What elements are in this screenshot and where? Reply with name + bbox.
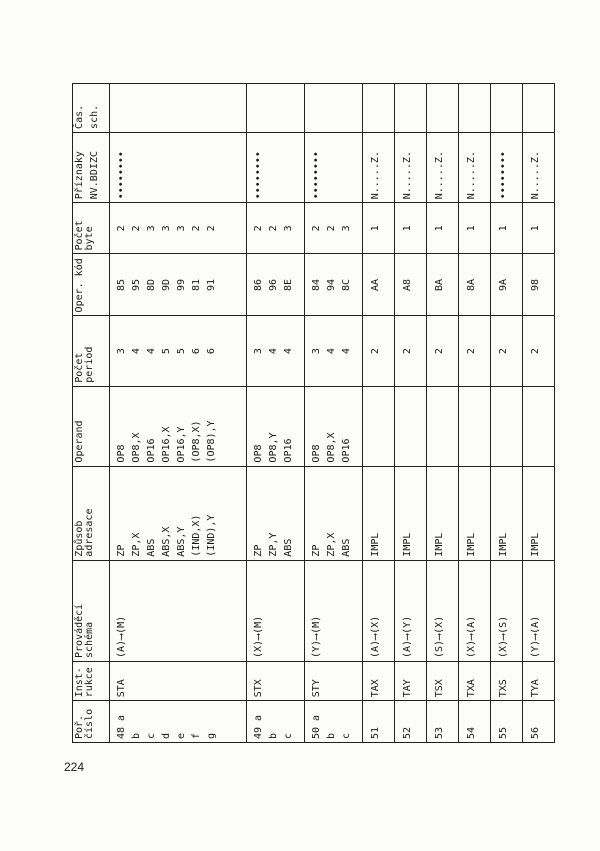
header-cas-sch — [73, 84, 110, 133]
cell-zpusob: IMPL — [523, 466, 555, 560]
cell-operand-value: OP16,X — [161, 426, 172, 463]
cell-instrukce: TXA — [459, 661, 491, 700]
cell-instrukce — [305, 661, 363, 700]
cell-pocet-period-value: 4 — [268, 348, 279, 355]
cell-oper-kod: BA — [427, 254, 459, 316]
cell-por-cislo — [305, 701, 363, 743]
cell-schema — [247, 560, 305, 661]
cell-operand — [247, 386, 305, 466]
header-oper-kod: Oper. kód — [73, 254, 110, 316]
cell-oper-kod-value: 8E — [283, 278, 294, 291]
cell-oper-kod: 9A — [491, 254, 523, 316]
cell-operand-value: OP16 — [146, 438, 157, 463]
cell-zpusob: IMPL — [491, 466, 523, 560]
cell-operand — [363, 386, 395, 466]
instruction-table — [72, 83, 555, 743]
cell-priznaky: N.....Z. — [459, 132, 491, 202]
cell-priznaky: N.....Z. — [427, 132, 459, 202]
cell-zpusob-value: ABS,Y — [176, 526, 187, 557]
table-row — [110, 84, 247, 743]
cell-pocet-period-value: 6 — [191, 348, 202, 355]
cell-pocet-period-value: 4 — [131, 348, 142, 355]
table-row — [363, 84, 395, 743]
cell-schema: (X)⟶(S) — [491, 560, 523, 661]
table-row — [395, 84, 427, 743]
cell-oper-kod-value: 84 — [311, 278, 322, 291]
cell-pocet-period — [110, 316, 247, 386]
cell-por-cislo — [110, 701, 247, 743]
cell-pocet-byte-value: 3 — [176, 225, 187, 232]
cell-operand — [110, 386, 247, 466]
header-instrukce: Inst- rukce — [73, 661, 110, 700]
cell-pocet-byte-value: 2 — [326, 225, 337, 232]
cell-operand-value: OP8 — [253, 444, 264, 463]
cell-pocet-byte: 1 — [395, 203, 427, 254]
row-letter: 48 a — [116, 714, 127, 739]
cell-oper-kod-value: 96 — [268, 278, 279, 291]
row-letter: 49 a — [253, 714, 264, 739]
cell-priznaky: N.....Z. — [363, 132, 395, 202]
cell-operand — [459, 386, 491, 466]
cell-instrukce — [110, 661, 247, 700]
rotated-table-wrapper — [72, 83, 541, 743]
cell-pocet-byte-value: 2 — [268, 225, 279, 232]
cell-por-cislo: 54 — [459, 701, 491, 743]
cell-pocet-byte-value: 2 — [116, 225, 127, 232]
cell-operand-value: (OP8,X) — [191, 420, 202, 463]
cell-cas-sch — [110, 84, 247, 133]
cell-operand — [395, 386, 427, 466]
cell-schema: (A)⟶(X) — [363, 560, 395, 661]
cell-schema: (Y)⟶(A) — [523, 560, 555, 661]
cell-pocet-byte-value: 3 — [341, 225, 352, 232]
cell-pocet-period: 2 — [459, 316, 491, 386]
instr-mnemonic: STX — [253, 679, 264, 698]
header-operand: Operand — [73, 386, 110, 466]
cell-instrukce: TXS — [491, 661, 523, 700]
cell-pocet-period — [305, 316, 363, 386]
cell-zpusob-value: ABS — [146, 538, 157, 557]
cell-zpusob-value: ZP — [253, 544, 264, 557]
table-row — [523, 84, 555, 743]
cell-oper-kod-value: 81 — [191, 278, 202, 291]
flags-text: •••••••• — [311, 151, 322, 200]
cell-oper-kod: 98 — [523, 254, 555, 316]
cell-instrukce: TYA — [523, 661, 555, 700]
cell-operand-value: (OP8),Y — [206, 420, 217, 463]
flags-text: •••••••• — [116, 151, 127, 200]
cell-cas-sch — [305, 84, 363, 133]
cell-pocet-byte-value: 2 — [191, 225, 202, 232]
cell-oper-kod-value: 99 — [176, 278, 187, 291]
cell-priznaky — [305, 132, 363, 202]
cell-operand-value: OP16 — [283, 438, 294, 463]
cell-zpusob: IMPL — [459, 466, 491, 560]
cell-zpusob-value: ZP,X — [326, 532, 337, 557]
instr-mnemonic: STA — [116, 679, 127, 698]
cell-operand-value: OP16 — [341, 438, 352, 463]
cell-schema — [110, 560, 247, 661]
cell-oper-kod-value: 95 — [131, 278, 142, 291]
cell-zpusob-value: ABS — [341, 538, 352, 557]
cell-operand-value: OP8 — [116, 444, 127, 463]
table-row — [427, 84, 459, 743]
cell-priznaky: N.....Z. — [395, 132, 427, 202]
cell-pocet-period: 2 — [523, 316, 555, 386]
cell-pocet-period — [247, 316, 305, 386]
cell-pocet-byte-value: 2 — [131, 225, 142, 232]
cell-pocet-byte — [110, 203, 247, 254]
row-letter: c — [341, 732, 352, 739]
cell-operand-value: OP8,X — [326, 432, 337, 463]
table-row — [459, 84, 491, 743]
cell-cas-sch — [427, 84, 459, 133]
cell-por-cislo: 53 — [427, 701, 459, 743]
cell-schema: (S)⟶(X) — [427, 560, 459, 661]
cell-oper-kod — [110, 254, 247, 316]
cell-pocet-period: 2 — [363, 316, 395, 386]
cell-oper-kod-value: 8D — [146, 278, 157, 291]
cell-zpusob: IMPL — [427, 466, 459, 560]
cell-pocet-byte: 1 — [427, 203, 459, 254]
cell-pocet-byte-value: 3 — [161, 225, 172, 232]
cell-zpusob — [305, 466, 363, 560]
cell-pocet-byte-value: 3 — [283, 225, 294, 232]
cell-pocet-byte-value: 2 — [311, 225, 322, 232]
cell-pocet-period-value: 3 — [311, 348, 322, 355]
schema-text: (Y)⟶(M) — [311, 615, 322, 658]
cell-schema — [305, 560, 363, 661]
cell-operand-value: OP16,Y — [176, 426, 187, 463]
cell-zpusob-value: ZP,Y — [268, 532, 279, 557]
cell-schema: (A)⟶(Y) — [395, 560, 427, 661]
cell-pocet-period-value: 5 — [161, 348, 172, 355]
cell-pocet-period: 2 — [491, 316, 523, 386]
table-header-row — [73, 84, 110, 743]
cell-instrukce: TAY — [395, 661, 427, 700]
row-letter: b — [268, 732, 279, 739]
cell-priznaky: •••••••• — [491, 132, 523, 202]
cell-oper-kod — [247, 254, 305, 316]
cell-instrukce — [247, 661, 305, 700]
header-zpusob-adresace: Způsob adresace — [73, 466, 110, 560]
flags-text: •••••••• — [253, 151, 264, 200]
cell-pocet-byte: 1 — [459, 203, 491, 254]
cell-operand — [523, 386, 555, 466]
cell-zpusob: IMPL — [395, 466, 427, 560]
cell-operand — [305, 386, 363, 466]
cell-zpusob-value: ZP — [311, 544, 322, 557]
header-cas-1: Čas. — [74, 104, 85, 129]
cell-zpusob — [110, 466, 247, 560]
cell-oper-kod: A8 — [395, 254, 427, 316]
instr-mnemonic: STY — [311, 679, 322, 698]
cell-por-cislo: 52 — [395, 701, 427, 743]
cell-oper-kod — [305, 254, 363, 316]
cell-instrukce: TAX — [363, 661, 395, 700]
row-letter: c — [283, 732, 294, 739]
header-cas-2: sch. — [89, 104, 100, 129]
cell-pocet-byte-value: 3 — [146, 225, 157, 232]
cell-zpusob — [247, 466, 305, 560]
cell-pocet-period-value: 4 — [283, 348, 294, 355]
cell-por-cislo: 55 — [491, 701, 523, 743]
cell-pocet-byte: 1 — [363, 203, 395, 254]
cell-pocet-byte — [247, 203, 305, 254]
cell-pocet-period-value: 3 — [253, 348, 264, 355]
cell-pocet-period-value: 4 — [341, 348, 352, 355]
cell-operand-value: OP8,Y — [268, 432, 279, 463]
table-row — [491, 84, 523, 743]
cell-oper-kod-value: 94 — [326, 278, 337, 291]
cell-oper-kod-value: 85 — [116, 278, 127, 291]
cell-zpusob-value: ZP — [116, 544, 127, 557]
header-pocet-period: Počet period — [73, 316, 110, 386]
cell-schema: (X)⟶(A) — [459, 560, 491, 661]
cell-cas-sch — [491, 84, 523, 133]
cell-cas-sch — [395, 84, 427, 133]
row-letter: c — [146, 732, 157, 739]
table-row — [247, 84, 305, 743]
cell-pocet-period-value: 4 — [146, 348, 157, 355]
cell-pocet-byte-value: 2 — [206, 225, 217, 232]
table-body — [110, 84, 555, 743]
cell-oper-kod-value: 8C — [341, 278, 352, 291]
cell-cas-sch — [523, 84, 555, 133]
cell-priznaky — [247, 132, 305, 202]
cell-cas-sch — [247, 84, 305, 133]
cell-pocet-period: 2 — [427, 316, 459, 386]
cell-zpusob-value: (IND),Y — [206, 514, 217, 557]
cell-pocet-byte: 1 — [491, 203, 523, 254]
cell-operand — [427, 386, 459, 466]
cell-pocet-period-value: 3 — [116, 348, 127, 355]
cell-oper-kod-value: 91 — [206, 278, 217, 291]
cell-cas-sch — [363, 84, 395, 133]
cell-zpusob-value: ABS,X — [161, 526, 172, 557]
row-letter: e — [176, 732, 187, 739]
cell-por-cislo: 56 — [523, 701, 555, 743]
cell-oper-kod-value: 86 — [253, 278, 264, 291]
cell-priznaky — [110, 132, 247, 202]
cell-operand — [491, 386, 523, 466]
cell-zpusob: IMPL — [363, 466, 395, 560]
cell-pocet-period-value: 4 — [326, 348, 337, 355]
cell-oper-kod: 8A — [459, 254, 491, 316]
cell-zpusob-value: ABS — [283, 538, 294, 557]
cell-zpusob-value: (IND,X) — [191, 514, 202, 557]
cell-oper-kod-value: 9D — [161, 278, 172, 291]
cell-priznaky: N.....Z. — [523, 132, 555, 202]
row-letter: g — [206, 732, 217, 739]
row-letter: f — [191, 732, 202, 739]
cell-pocet-period: 2 — [395, 316, 427, 386]
header-priznaky — [73, 132, 110, 202]
cell-por-cislo: 51 — [363, 701, 395, 743]
header-por-cislo: Poř. číslo — [73, 701, 110, 743]
cell-oper-kod: AA — [363, 254, 395, 316]
row-letter: d — [161, 732, 172, 739]
header-pocet-byte: Počet byte — [73, 203, 110, 254]
cell-pocet-byte-value: 2 — [253, 225, 264, 232]
cell-cas-sch — [459, 84, 491, 133]
cell-pocet-byte: 1 — [523, 203, 555, 254]
cell-pocet-byte — [305, 203, 363, 254]
table-row — [305, 84, 363, 743]
page-number: 224 — [64, 760, 85, 774]
cell-pocet-period-value: 6 — [206, 348, 217, 355]
row-letter: 50 a — [311, 714, 322, 739]
row-letter: b — [326, 732, 337, 739]
row-letter: b — [131, 732, 142, 739]
cell-operand-value: OP8 — [311, 444, 322, 463]
cell-por-cislo — [247, 701, 305, 743]
header-priznaky-2: NV.BDIZC — [89, 151, 100, 200]
schema-text: (A)⟶(M) — [116, 615, 127, 658]
header-schema: Prováděcí schéma — [73, 560, 110, 661]
cell-zpusob-value: ZP,X — [131, 532, 142, 557]
header-priznaky-1: Příznaky — [74, 151, 85, 200]
cell-pocet-period-value: 5 — [176, 348, 187, 355]
cell-operand-value: OP8,X — [131, 432, 142, 463]
schema-text: (X)⟶(M) — [253, 615, 264, 658]
cell-instrukce: TSX — [427, 661, 459, 700]
